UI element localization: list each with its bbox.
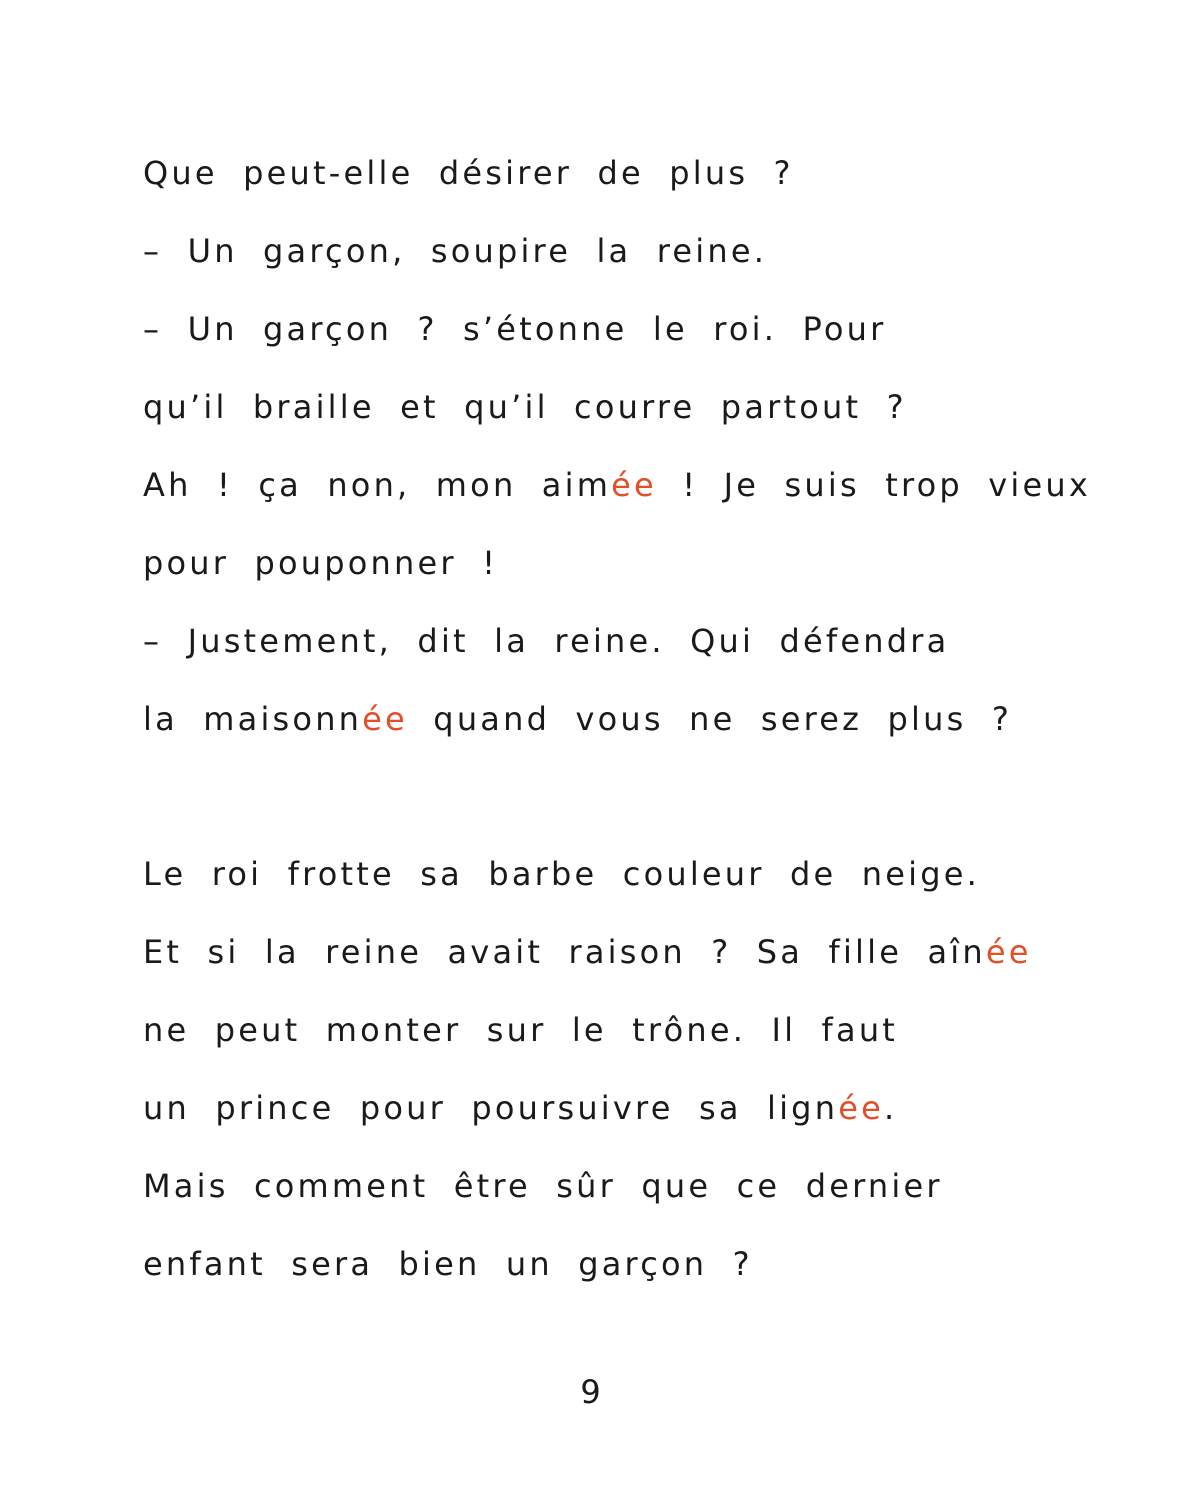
text-line <box>143 616 1143 694</box>
highlighted-text: ée <box>838 1089 884 1127</box>
highlighted-text: ée <box>985 933 1032 971</box>
text-line <box>143 226 1143 304</box>
text-line <box>143 304 1143 382</box>
text-line <box>143 1161 1143 1239</box>
text-line <box>143 849 1143 927</box>
highlighted-text: ée <box>362 700 408 738</box>
text-line <box>143 1083 1143 1161</box>
text-segment: Le roi frotte sa barbe couleur de neige. <box>143 855 981 893</box>
text-segment: Ah ! ça non, mon aim <box>143 466 612 504</box>
text-segment: quand vous ne serez plus ? <box>407 700 1013 738</box>
text-segment: ! Je suis trop vieux <box>656 466 1092 504</box>
text-line <box>143 148 1143 226</box>
text-segment: qu’il braille et qu’il courre partout ? <box>143 388 907 426</box>
text-segment: Que peut-elle désirer de plus ? <box>143 154 794 192</box>
paragraph <box>143 148 1143 772</box>
text-line <box>143 927 1143 1005</box>
highlighted-text: ée <box>611 466 657 504</box>
text-segment: la maisonn <box>143 700 363 738</box>
text-segment: enfant sera bien un garçon ? <box>143 1245 753 1283</box>
text-line <box>143 694 1143 772</box>
page-number: 9 <box>580 1373 602 1411</box>
paragraph <box>143 849 1143 1317</box>
text-line <box>143 460 1143 538</box>
text-segment: ne peut monter sur le trône. Il faut <box>143 1011 899 1049</box>
text-segment: un prince pour poursuivre sa lign <box>143 1089 839 1127</box>
text-line <box>143 382 1143 460</box>
text-segment: – Justement, dit la reine. Qui défendra <box>143 622 950 660</box>
text-line <box>143 538 1143 616</box>
text-line <box>143 1005 1143 1083</box>
text-segment: – Un garçon ? s’étonne le roi. Pour <box>143 310 887 348</box>
text-segment: pour pouponner ! <box>143 544 499 582</box>
text-segment: Mais comment être sûr que ce dernier <box>143 1167 943 1205</box>
text-segment: Et si la reine avait raison ? Sa fille aîn <box>143 933 986 971</box>
text-line <box>143 1239 1143 1317</box>
text-segment: . <box>883 1089 898 1127</box>
text-segment: – Un garçon, soupire la reine. <box>143 232 768 270</box>
